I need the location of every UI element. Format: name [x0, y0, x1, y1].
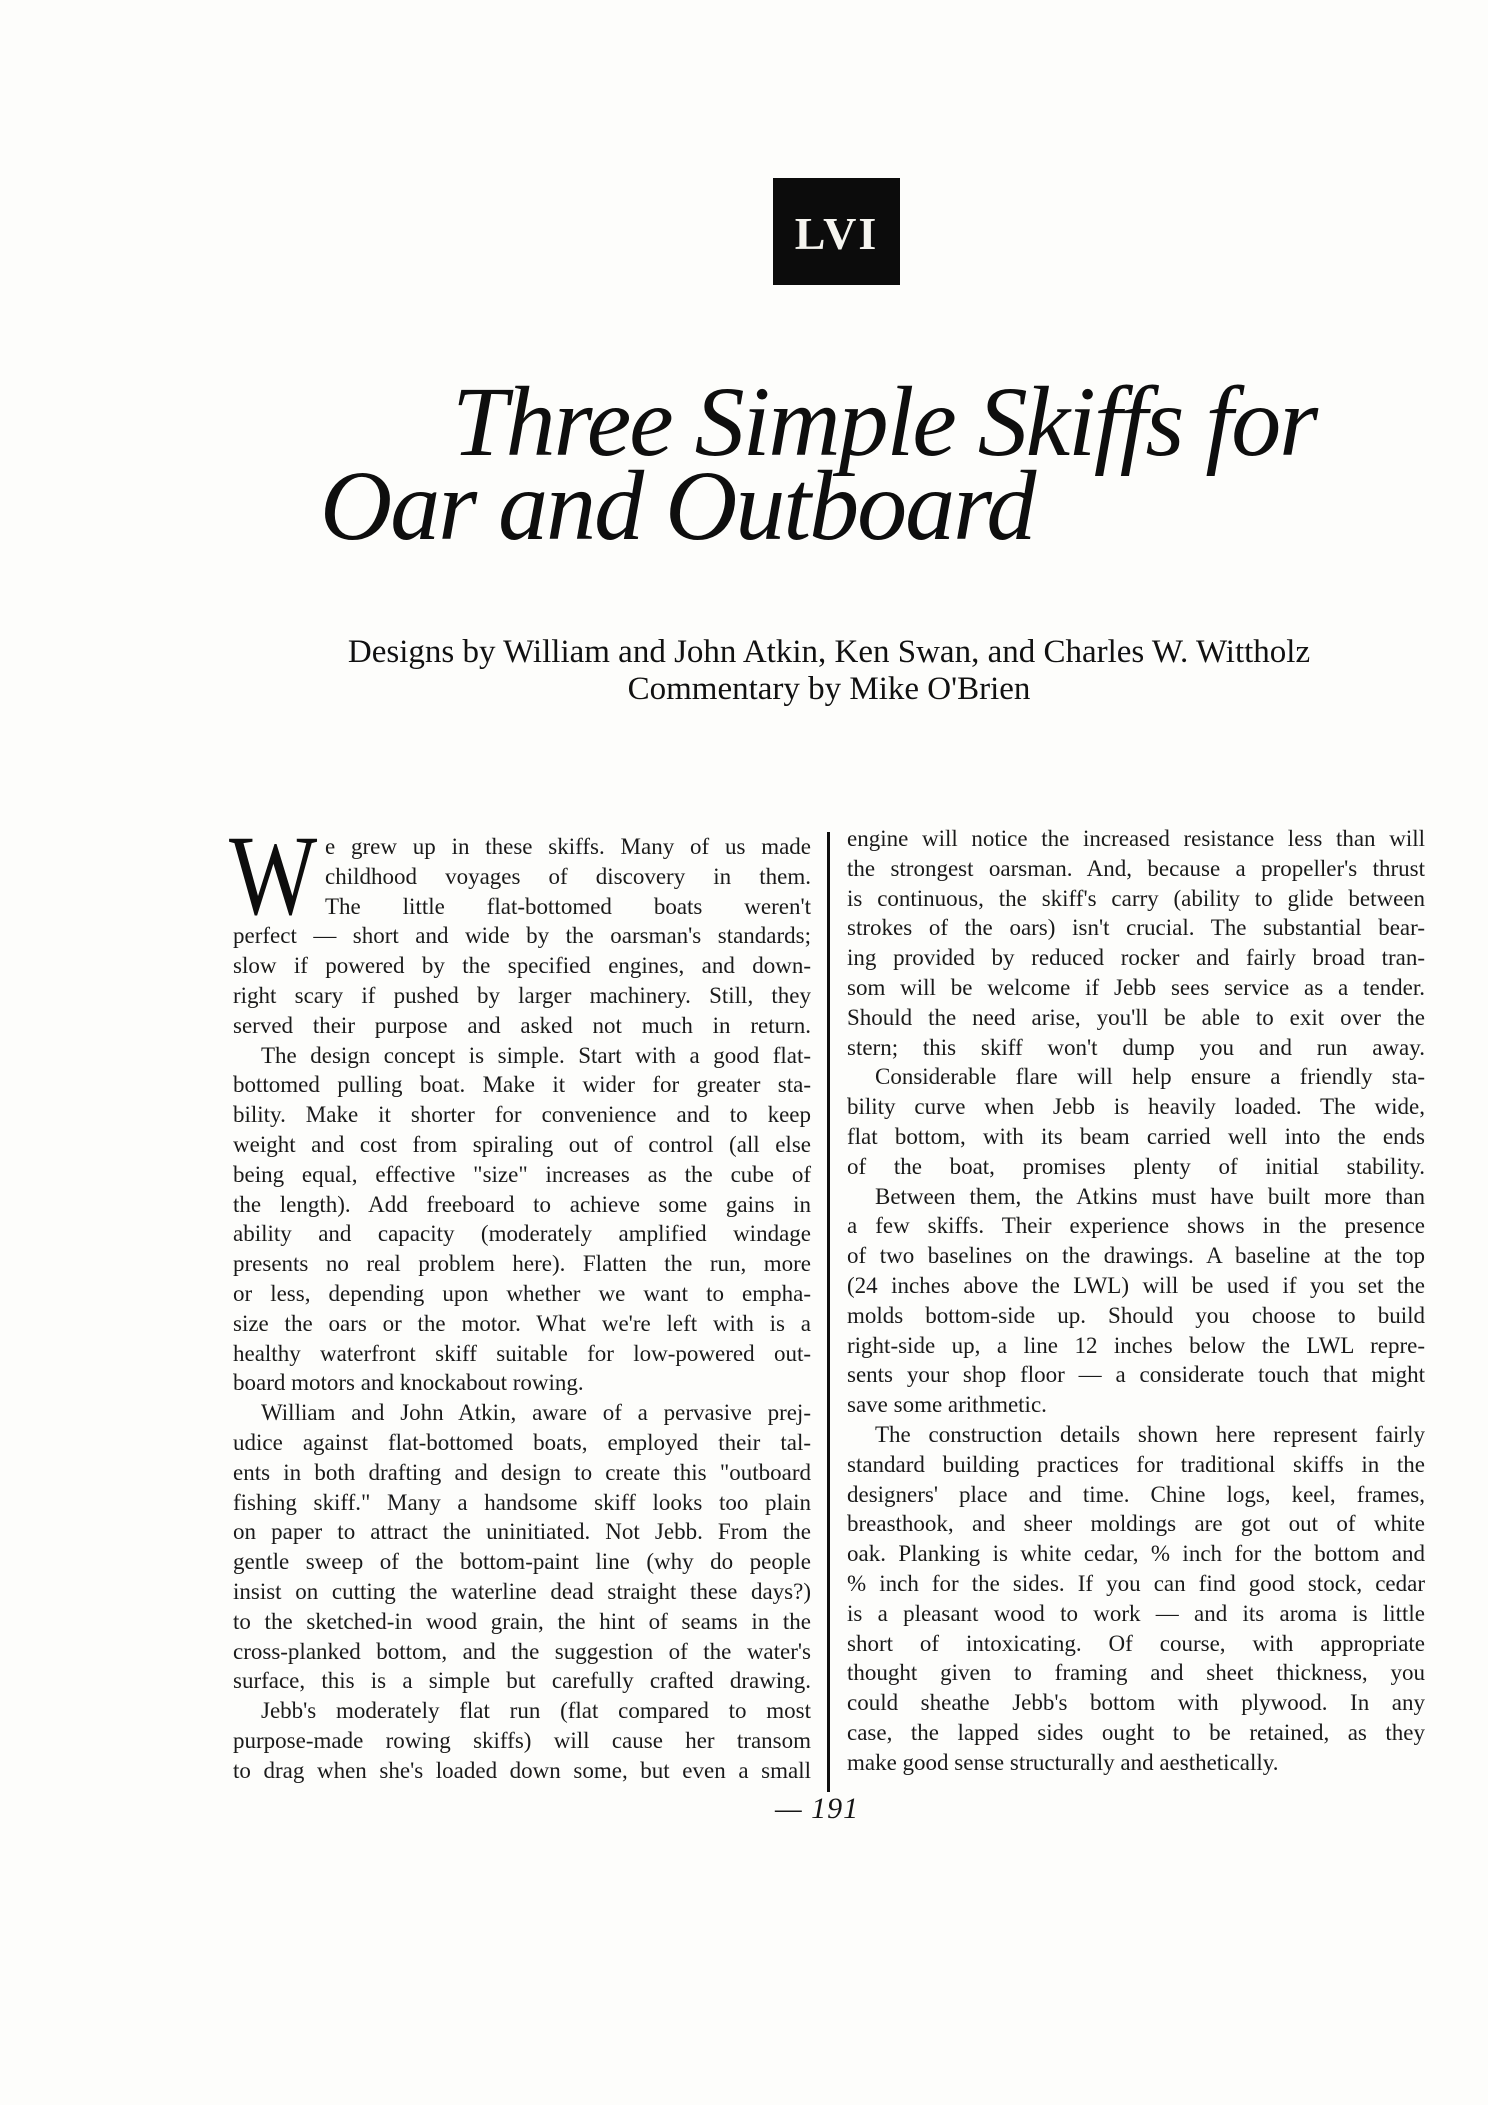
body-line: the strongest oarsman. And, because a propeller's thrust [847, 855, 1425, 881]
body-line: sents your shop floor — a considerate touch that might [847, 1362, 1425, 1388]
body-line: could sheathe Jebb's bottom with plywood. In any [847, 1690, 1425, 1716]
body-line: of two baselines on the drawings. A baseline at the top [847, 1243, 1425, 1269]
body-line: strokes of the oars) isn't crucial. The substantial bear- [847, 915, 1425, 941]
body-line: molds bottom-side up. Should you choose to build [847, 1302, 1425, 1328]
body-line: stern; this skiff won't dump you and run away. [847, 1034, 1425, 1060]
body-line: The design concept is simple. Start with a good flat- [261, 1042, 811, 1068]
chapter-number: LVI [794, 208, 879, 259]
body-line: ing provided by reduced rocker and fairly broad tran- [847, 945, 1425, 971]
body-line: engine will notice the increased resistance less than will [847, 826, 1425, 851]
body-line: e grew up in these skiffs. Many of us made [325, 834, 811, 859]
byline-commentary: Commentary by Mike O'Brien [627, 671, 1031, 707]
chapter-number-box [773, 178, 900, 285]
body-line: being equal, effective "size" increases as the cube of [233, 1161, 811, 1187]
body-line: udice against flat-bottomed boats, employed their tal- [233, 1429, 811, 1455]
body-line: case, the lapped sides ought to be retained, as they [847, 1719, 1425, 1745]
body-line: som will be welcome if Jebb sees service as a tender. [847, 974, 1425, 1000]
body-line: slow if powered by the specified engines, and down- [233, 953, 811, 979]
body-line: right scary if pushed by larger machinery. Still, they [233, 982, 811, 1008]
body-line: size the oars or the motor. What we're left with is a [233, 1310, 811, 1336]
body-line: surface, this is a simple but carefully crafted drawing. [233, 1668, 811, 1694]
body-line: designers' place and time. Chine logs, keel, frames, [847, 1481, 1425, 1507]
body-line: Considerable flare will help ensure a friendly sta- [875, 1064, 1425, 1090]
right-column [847, 824, 1425, 1778]
body-line: breasthook, and sheer moldings are got out of white [847, 1511, 1425, 1537]
body-line: standard building practices for traditional skiffs in the [847, 1451, 1425, 1477]
body-line: bility curve when Jebb is heavily loaded. The wide, [847, 1094, 1425, 1120]
left-column-lines [233, 832, 811, 1786]
body-line: of the boat, promises plenty of initial stability. [847, 1153, 1425, 1179]
body-line: to drag when she's loaded down some, but even a small [233, 1757, 811, 1783]
body-line: The little flat-bottomed boats weren't [325, 893, 811, 919]
body-line: make good sense structurally and aesthetically. [847, 1749, 1279, 1775]
body-line: gentle sweep of the bottom-paint line (why do people [233, 1549, 811, 1575]
body-line: bottomed pulling boat. Make it wider for greater sta- [233, 1072, 811, 1098]
byline [233, 634, 1425, 708]
body-line: a few skiffs. Their experience shows in the presence [847, 1213, 1425, 1239]
body-line: Between them, the Atkins must have built more than [875, 1183, 1425, 1209]
body-line: healthy waterfront skiff suitable for low-powered out- [233, 1340, 811, 1366]
chapter-title-line-2: Oar and Outboard [320, 450, 1035, 561]
body-line: served their purpose and asked not much in return. [233, 1012, 811, 1038]
chapter-title-line-1: Three Simple Skiffs for [452, 366, 1317, 477]
body-line: bility. Make it shorter for convenience and to keep [233, 1102, 811, 1128]
body-line: ents in both drafting and design to create this "outboard [233, 1459, 811, 1485]
body-line: The construction details shown here represent fairly [875, 1421, 1425, 1447]
body-line: oak. Planking is white cedar, % inch for the bottom and [847, 1541, 1425, 1567]
body-line: flat bottom, with its beam carried well into the ends [847, 1123, 1425, 1149]
body-line: the length). Add freeboard to achieve some gains in [233, 1191, 811, 1217]
byline-designers: Designs by William and John Atkin, Ken Swan, and Charles W. Wittholz [347, 634, 1311, 670]
body-line: to the sketched-in wood grain, the hint of seams in the [233, 1608, 811, 1634]
body-line: Jebb's moderately flat run (flat compared to most [261, 1698, 811, 1724]
body-line: perfect — short and wide by the oarsman's standards; [233, 923, 811, 949]
body-line: on paper to attract the uninitiated. Not Jebb. From the [233, 1519, 811, 1545]
body-line: fishing skiff." Many a handsome skiff looks too plain [233, 1489, 811, 1515]
body-line: ability and capacity (moderately amplified windage [233, 1221, 811, 1247]
body-line: short of intoxicating. Of course, with appropriate [847, 1630, 1425, 1656]
body-line: save some arithmetic. [847, 1392, 1047, 1418]
body-line: Should the need arise, you'll be able to exit over the [847, 1004, 1425, 1030]
body-line: weight and cost from spiraling out of control (all else [233, 1131, 811, 1157]
body-line: insist on cutting the waterline dead straight these days?) [233, 1578, 811, 1604]
body-line: purpose-made rowing skiffs) will cause her transom [233, 1727, 811, 1753]
body-line: % inch for the sides. If you can find good stock, cedar [847, 1570, 1425, 1596]
drop-cap-letter: W [229, 812, 318, 939]
body-line: presents no real problem here). Flatten the run, more [233, 1251, 811, 1277]
left-column [229, 812, 811, 1786]
body-line: board motors and knockabout rowing. [233, 1370, 584, 1396]
right-column-lines [847, 824, 1425, 1778]
body-line: right-side up, a line 12 inches below the LWL repre- [847, 1332, 1425, 1358]
body-line: childhood voyages of discovery in them. [325, 863, 811, 889]
body-line: cross-planked bottom, and the suggestion of the water's [233, 1638, 811, 1664]
body-line: is continuous, the skiff's carry (ability to glide between [847, 885, 1425, 911]
column-divider-rule [827, 832, 830, 1792]
body-line: (24 inches above the LWL) will be used if you set the [847, 1272, 1425, 1298]
body-line: William and John Atkin, aware of a pervasive prej- [261, 1400, 811, 1426]
page-number: — 191 [775, 1792, 860, 1825]
body-line: or less, depending upon whether we want to empha- [233, 1280, 811, 1306]
body-line: thought given to framing and sheet thickness, you [847, 1660, 1425, 1686]
body-line: is a pleasant wood to work — and its aroma is little [847, 1600, 1425, 1626]
